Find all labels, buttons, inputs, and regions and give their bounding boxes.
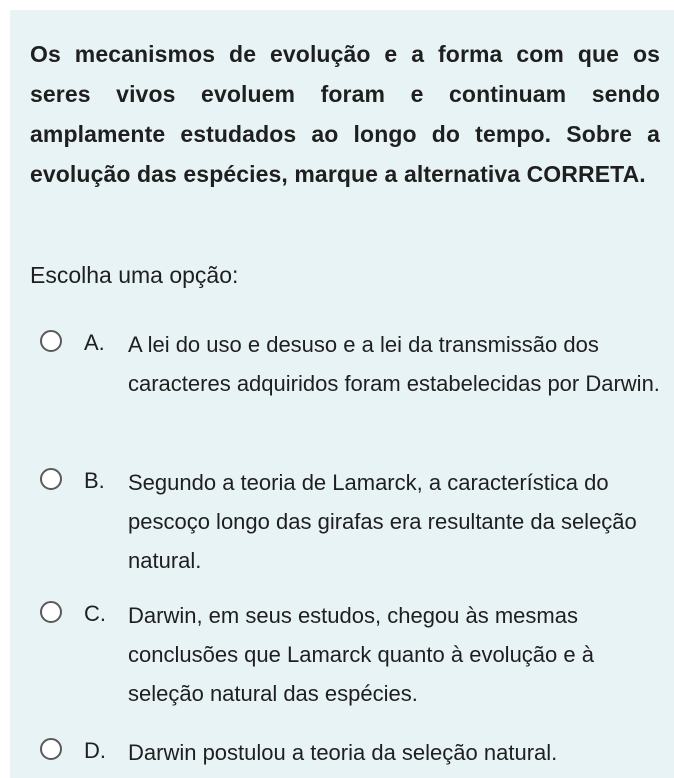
option-b[interactable] (40, 463, 660, 583)
option-text-d[interactable]: Darwin postulou a teoria da seleção natural. (128, 740, 558, 765)
question-card (10, 10, 674, 778)
choose-option-label: Escolha uma opção: (30, 262, 239, 288)
option-text-c[interactable]: Darwin, em seus estudos, chegou às mesmas conclusões que Lamarck quanto à evolução e à seleção natural das espécies. (128, 603, 594, 706)
option-letter-d: D. (84, 738, 106, 763)
option-letter-a: A. (84, 330, 105, 355)
radio-button-c[interactable] (40, 601, 62, 623)
option-letter-c: C. (84, 601, 106, 626)
option-d[interactable] (40, 733, 660, 773)
option-text-b[interactable]: Segundo a teoria de Lamarck, a característica do pescoço longo das girafas era resultante da seleção natural. (128, 470, 637, 573)
option-c[interactable] (40, 596, 660, 716)
radio-button-a[interactable] (40, 330, 62, 352)
question-text: Os mecanismos de evolução e a forma com que os seres vivos evoluem foram e continuam sendo amplamente estudados ao longo do tempo. Sobre a evolução das espécies, marque a alternativa CORRETA. (30, 41, 660, 187)
option-letter-b: B. (84, 468, 105, 493)
radio-button-b[interactable] (40, 468, 62, 490)
radio-button-d[interactable] (40, 738, 62, 760)
option-a[interactable] (40, 325, 660, 445)
option-text-a[interactable]: A lei do uso e desuso e a lei da transmissão dos caracteres adquiridos foram estabelecidas por Darwin. (128, 332, 660, 396)
